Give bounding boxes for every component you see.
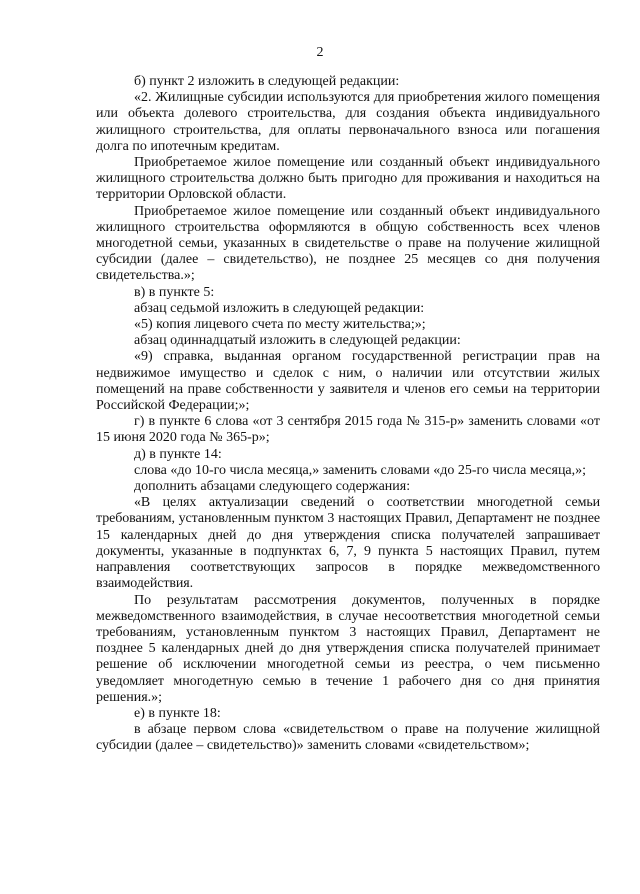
paragraph: б) пункт 2 изложить в следующей редакции: bbox=[134, 74, 400, 89]
paragraph: е) в пункте 18: bbox=[134, 705, 221, 721]
paragraph: абзац одиннадцатый изложить в следующей редакции: bbox=[134, 333, 461, 349]
paragraph: г) в пункте 6 слова «от 3 сентября 2015 года № 315-р» заменить словами «от 15 июня 2020 года № 365-р»; bbox=[96, 414, 600, 446]
paragraph: «5) копия лицевого счета по месту жительства;»; bbox=[134, 317, 426, 333]
paragraph: д) в пункте 14: bbox=[134, 446, 222, 462]
paragraph: дополнить абзацами следующего содержания: bbox=[134, 479, 411, 495]
paragraph: абзац седьмой изложить в следующей редакции: bbox=[134, 300, 425, 316]
paragraph: «9) справка, выданная органом государственной регистрации прав на недвижимое имущество и сделок с ним, о наличии или отсутствии жилых помещений на праве собственности у заявителя и членов его семьи на территории Российской Федерации;»; bbox=[96, 349, 600, 414]
document-body bbox=[96, 74, 600, 755]
paragraph: слова «до 10-го числа месяца,» заменить словами «до 25-го числа месяца,»; bbox=[134, 462, 587, 478]
paragraph: «В целях актуализации сведений о соответствии многодетной семьи требованиям, установленным пунктом 3 настоящих Правил, Департамент не позднее 15 календарных дней до дня утверждения списка получателей запрашивает документы, указанные в подпунктах 6, 7, 9 пункта 5 настоящих Правил, путем направления соответствующих запросов в порядке межведомственного взаимодействия. bbox=[96, 495, 600, 592]
paragraph: в абзаце первом слова «свидетельством о праве на получение жилищной субсидии (далее – свидетельство)» заменить словами «свидетельством»; bbox=[96, 722, 600, 754]
paragraph: в) в пункте 5: bbox=[134, 284, 215, 300]
paragraph: По результатам рассмотрения документов, полученных в порядке межведомственного взаимодействия, в случае несоответствия многодетной семьи требованиям, установленным пунктом 3 настоящих Правил, Департамент не позднее 5 календарных дней до дня утверждения списка получателей принимает решение об исключении многодетной семьи из реестра, о чем письменно уведомляет многодетную семью в течение 1 рабочего дня со дня принятия решения.»; bbox=[96, 592, 600, 705]
paragraph: «2. Жилищные субсидии используются для приобретения жилого помещения или объекта долевого строительства, для создания объекта индивидуального жилищного строительства, для оплаты первоначального взноса или погашения долга по ипотечным кредитам. bbox=[96, 90, 600, 154]
page-number: 2 bbox=[316, 45, 324, 60]
paragraph: Приобретаемое жилое помещение или созданный объект индивидуального жилищного строительства должно быть пригодно для проживания и находиться на территории Орловской области. bbox=[96, 155, 600, 203]
paragraph: Приобретаемое жилое помещение или созданный объект индивидуального жилищного строительства оформляются в общую собственность всех членов многодетной семьи, указанных в свидетельстве о праве на получение жилищной субсидии (далее – свидетельство), не позднее 25 месяцев со дня получения свидетельства.»; bbox=[96, 203, 600, 284]
